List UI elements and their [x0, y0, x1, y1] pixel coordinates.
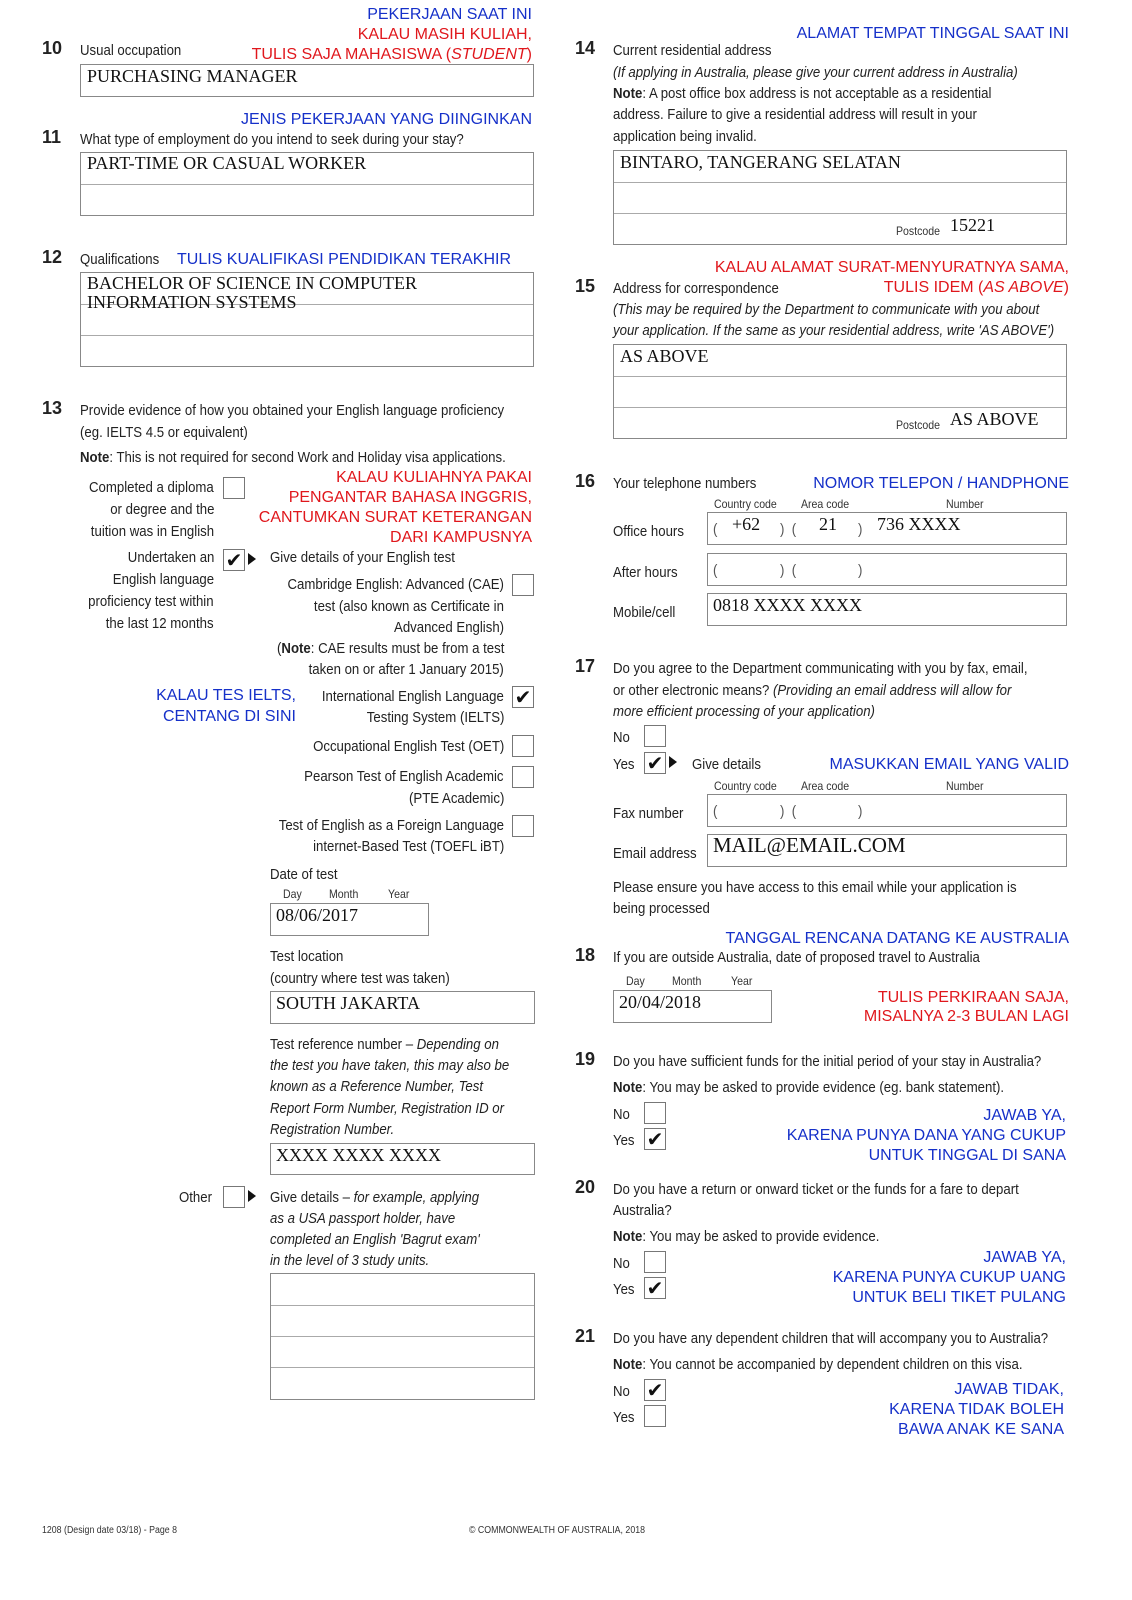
q15-italic-2: your application. If the same as your residential address, write 'AS ABOVE'): [613, 322, 1055, 339]
q13-other-input[interactable]: [270, 1273, 535, 1400]
q14-note-2: address. Failure to give a residential address will result in your: [613, 106, 977, 123]
q15-divider-2: [614, 407, 1066, 408]
q17-label-1: Do you agree to the Department communicating with you by fax, email,: [613, 660, 1028, 677]
q12-number: 12: [42, 247, 63, 267]
q14-divider-2: [614, 213, 1066, 214]
q20-number: 20: [575, 1177, 596, 1197]
q13-ielts-blue-2: CENTANG DI SINI: [162, 708, 296, 725]
q13-date-day-label: Day: [283, 887, 302, 901]
q17-yes-checkbox[interactable]: ✔: [644, 752, 666, 774]
q17-note-blue: MASUKKAN EMAIL YANG VALID: [829, 756, 1069, 773]
q18-red-1: TULIS PERKIRAAN SAJA,: [877, 989, 1069, 1006]
q18-label: If you are outside Australia, date of proposed travel to Australia: [613, 949, 980, 966]
q11-label: What type of employment do you intend to seek during your stay?: [80, 131, 464, 148]
arrow-right-icon: [248, 1190, 256, 1202]
q13-cae-label-3: Advanced English): [393, 619, 504, 636]
q13-undertaken-label-1: Undertaken an: [127, 549, 214, 566]
q13-ref-input[interactable]: [270, 1143, 535, 1175]
q17-email-input[interactable]: [707, 834, 1067, 867]
q13-other-divider-2: [271, 1336, 534, 1337]
q16-office-paren: ) (: [780, 521, 797, 538]
q16-mobile-input[interactable]: [707, 593, 1067, 626]
q13-ref-line-4: Registration Number.: [270, 1121, 395, 1138]
q17-number: 17: [575, 656, 596, 676]
q10-note-red-2: TULIS SAJA MAHASISWA (STUDENT): [251, 46, 532, 63]
q12-value-line-2: INFORMATION SYSTEMS: [87, 292, 297, 312]
footer-center: © COMMONWEALTH OF AUSTRALIA, 2018: [469, 1525, 645, 1536]
q19-label: Do you have sufficient funds for the initial period of your stay in Australia?: [613, 1053, 1042, 1070]
q17-fax-paren: ) (: [780, 803, 797, 820]
q13-date-value: 08/06/2017: [276, 905, 359, 925]
q18-note-blue: TANGGAL RENCANA DATANG KE AUSTRALIA: [725, 930, 1069, 947]
q12-row-divider-2: [81, 335, 533, 336]
q15-value: AS ABOVE: [620, 346, 709, 366]
q18-date-value: 20/04/2018: [619, 992, 702, 1012]
q16-col-number: Number: [946, 497, 984, 511]
q13-cae-note-2: taken on or after 1 January 2015): [308, 661, 504, 678]
q14-note-3: application being invalid.: [613, 128, 757, 145]
q13-oet-label: Occupational English Test (OET): [312, 738, 504, 755]
q13-diploma-checkbox[interactable]: [223, 477, 245, 499]
q17-no-checkbox[interactable]: [644, 725, 666, 747]
q17-col-number: Number: [946, 779, 984, 793]
q19-no-checkbox[interactable]: [644, 1102, 666, 1124]
q13-ref-value: XXXX XXXX XXXX: [276, 1145, 441, 1165]
q16-office-label: Office hours: [613, 523, 684, 540]
q10-note-blue: PEKERJAAN SAAT INI: [367, 6, 532, 23]
q14-divider-1: [614, 182, 1066, 183]
q17-label-2: or other electronic means? (Providing an email address will allow for: [613, 682, 1012, 699]
q14-postcode-value: 15221: [950, 215, 995, 235]
q13-location-label-2: (country where test was taken): [270, 970, 450, 987]
q15-label: Address for correspondence: [613, 280, 779, 297]
q17-email-value: MAIL@EMAIL.COM: [713, 833, 906, 857]
q16-label: Your telephone numbers: [613, 475, 757, 492]
q15-input[interactable]: [613, 344, 1067, 439]
q17-yes-label: Yes: [613, 756, 635, 773]
q13-red-1: KALAU KULIAHNYA PAKAI: [336, 469, 532, 486]
q17-fax-paren: ): [858, 803, 863, 820]
q12-note-blue: TULIS KUALIFIKASI PENDIDIKAN TERAKHIR: [177, 251, 512, 268]
q13-location-value: SOUTH JAKARTA: [276, 993, 420, 1013]
q21-number: 21: [575, 1326, 596, 1346]
q16-col-area: Area code: [801, 497, 850, 511]
q16-office-input[interactable]: [707, 512, 1067, 545]
q12-value-line-1: BACHELOR OF SCIENCE IN COMPUTER: [87, 273, 418, 293]
q16-col-country: Country code: [714, 497, 777, 511]
q13-other-details-1: Give details – for example, applying: [270, 1189, 480, 1206]
q17-ensure-2: being processed: [613, 900, 710, 917]
q18-date-input[interactable]: [613, 990, 772, 1023]
arrow-right-icon: [248, 553, 256, 565]
q13-date-input[interactable]: [270, 903, 429, 936]
q11-input[interactable]: [80, 152, 534, 216]
q19-note: Note: You may be asked to provide evidence (eg. bank statement).: [613, 1079, 1005, 1096]
q18-year-label: Year: [731, 974, 753, 988]
q13-ielts-blue-1: KALAU TES IELTS,: [156, 687, 296, 704]
q19-yes-label: Yes: [613, 1132, 635, 1149]
q13-date-year-label: Year: [388, 887, 410, 901]
q13-cae-note-1: (Note: CAE results must be from a test: [276, 640, 504, 657]
q21-yes-checkbox[interactable]: [644, 1405, 666, 1427]
q20-label-1: Do you have a return or onward ticket or the funds for a fare to depart: [613, 1181, 1019, 1198]
q20-yes-label: Yes: [613, 1281, 635, 1298]
q13-cae-label-1: Cambridge English: Advanced (CAE): [287, 576, 504, 593]
q13-note: Note: This is not required for second Work and Holiday visa applications.: [80, 449, 506, 466]
q13-ielts-label-1: International English Language: [321, 688, 504, 705]
q13-undertaken-label-4: the last 12 months: [106, 615, 214, 632]
q17-email-label: Email address: [613, 845, 697, 862]
q13-undertaken-checkbox[interactable]: ✔: [223, 549, 245, 571]
q13-toefl-label-2: internet-Based Test (TOEFL iBT): [312, 838, 504, 855]
q16-after-input[interactable]: [707, 553, 1067, 586]
q21-blue-2: KARENA TIDAK BOLEH: [889, 1401, 1064, 1418]
q10-number: 10: [42, 38, 63, 58]
q11-number: 11: [42, 127, 62, 147]
q13-undertaken-label-3: proficiency test within: [88, 593, 214, 610]
q20-blue-2: KARENA PUNYA CUKUP UANG: [832, 1269, 1066, 1286]
q13-other-divider-3: [271, 1367, 534, 1368]
q13-ielts-label-2: Testing System (IELTS): [366, 709, 504, 726]
q18-month-label: Month: [672, 974, 702, 988]
q13-oet-checkbox[interactable]: [512, 735, 534, 757]
q13-diploma-label-1: Completed a diploma: [89, 479, 214, 496]
q13-cae-label-2: test (also known as Certificate in: [313, 598, 504, 615]
q16-office-number: 736 XXXX: [877, 514, 961, 534]
q15-red-2: TULIS IDEM (AS ABOVE): [883, 279, 1069, 296]
q13-toefl-checkbox[interactable]: [512, 815, 534, 837]
q13-pte-label-2: (PTE Academic): [408, 790, 504, 807]
q20-yes-checkbox[interactable]: ✔: [644, 1277, 666, 1299]
q20-blue-1: JAWAB YA,: [983, 1249, 1066, 1266]
q14-label: Current residential address: [613, 42, 772, 59]
q12-label: Qualifications: [80, 251, 160, 268]
q20-label-2: Australia?: [613, 1202, 672, 1219]
q13-pte-checkbox[interactable]: [512, 766, 534, 788]
q21-no-checkbox[interactable]: ✔: [644, 1379, 666, 1401]
q14-note-1: Note: A post office box address is not acceptable as a residential: [613, 85, 992, 102]
q17-fax-paren: (: [713, 803, 718, 820]
q16-mobile-label: Mobile/cell: [613, 604, 676, 621]
q13-undertaken-label-2: English language: [112, 571, 214, 588]
q20-note: Note: You may be asked to provide evidence.: [613, 1228, 880, 1245]
q21-note: Note: You cannot be accompanied by dependent children on this visa.: [613, 1356, 1023, 1373]
q19-yes-checkbox[interactable]: ✔: [644, 1128, 666, 1150]
q13-date-month-label: Month: [329, 887, 359, 901]
q13-toefl-label-1: Test of English as a Foreign Language: [278, 817, 504, 834]
q11-row-divider: [81, 184, 533, 185]
q21-label: Do you have any dependent children that will accompany you to Australia?: [613, 1330, 1049, 1347]
q11-value: PART-TIME OR CASUAL WORKER: [87, 153, 367, 173]
q14-number: 14: [575, 38, 596, 58]
q15-number: 15: [575, 276, 596, 296]
q16-number: 16: [575, 471, 596, 491]
q13-ref-line-3: Report Form Number, Registration ID or: [270, 1100, 505, 1117]
q14-value: BINTARO, TANGERANG SELATAN: [620, 152, 901, 172]
q14-input[interactable]: [613, 150, 1067, 245]
q16-office-area: 21: [819, 514, 837, 534]
q13-other-details-3: completed an English 'Bagrut exam': [270, 1231, 480, 1248]
q19-blue-1: JAWAB YA,: [983, 1107, 1066, 1124]
q15-divider-1: [614, 376, 1066, 377]
q13-red-4: DARI KAMPUSNYA: [390, 529, 532, 546]
q16-after-paren: (: [713, 562, 718, 579]
q17-ensure-1: Please ensure you have access to this email while your application is: [613, 879, 1017, 896]
q13-other-label: Other: [179, 1189, 213, 1206]
footer-left: 1208 (Design date 03/18) - Page 8: [42, 1525, 178, 1536]
q10-value: PURCHASING MANAGER: [87, 66, 298, 86]
q17-label-3: more efficient processing of your application): [613, 703, 875, 720]
q17-col-country: Country code: [714, 779, 777, 793]
q17-give-details: Give details: [692, 756, 761, 773]
q10-input[interactable]: [80, 64, 534, 97]
q13-other-divider-1: [271, 1305, 534, 1306]
q18-day-label: Day: [626, 974, 645, 988]
q16-after-paren: ) (: [780, 562, 797, 579]
q13-location-label-1: Test location: [270, 948, 344, 965]
q16-office-country: +62: [732, 514, 761, 534]
q13-pte-label-1: Pearson Test of English Academic: [304, 768, 504, 785]
q13-other-details-4: in the level of 3 study units.: [270, 1252, 430, 1269]
q10-note-red-1: KALAU MASIH KULIAH,: [357, 26, 532, 43]
q17-no-label: No: [613, 729, 630, 746]
q13-ref-line-1: the test you have taken, this may also be: [270, 1057, 510, 1074]
q19-blue-3: UNTUK TINGGAL DI SANA: [868, 1147, 1066, 1164]
q13-ref-label: Test reference number – Depending on: [270, 1036, 499, 1053]
q13-ielts-checkbox[interactable]: ✔: [512, 686, 534, 708]
q16-mobile-value: 0818 XXXX XXXX: [713, 595, 862, 615]
q20-no-checkbox[interactable]: [644, 1251, 666, 1273]
q13-diploma-label-3: tuition was in English: [90, 523, 214, 540]
q19-blue-2: KARENA PUNYA DANA YANG CUKUP: [786, 1127, 1066, 1144]
q19-no-label: No: [613, 1106, 630, 1123]
q12-input[interactable]: [80, 272, 534, 367]
q16-after-label: After hours: [613, 564, 678, 581]
q13-label-2: (eg. IELTS 4.5 or equivalent): [80, 424, 248, 441]
q13-diploma-label-2: or degree and the: [109, 501, 214, 518]
q14-note-blue: ALAMAT TEMPAT TINGGAL SAAT INI: [796, 25, 1069, 42]
q11-note-blue: JENIS PEKERJAAN YANG DIINGINKAN: [240, 111, 532, 128]
q13-ref-line-2: known as a Reference Number, Test: [270, 1078, 484, 1095]
q13-red-3: CANTUMKAN SURAT KETERANGAN: [258, 509, 532, 526]
q16-office-paren: (: [713, 521, 718, 538]
q13-cae-checkbox[interactable]: [512, 574, 534, 596]
q21-no-label: No: [613, 1383, 630, 1400]
q14-italic: (If applying in Australia, please give your current address in Australia): [613, 64, 1018, 81]
q13-red-2: PENGANTAR BAHASA INGGRIS,: [288, 489, 532, 506]
q17-col-area: Area code: [801, 779, 850, 793]
q18-number: 18: [575, 945, 596, 965]
q13-other-checkbox[interactable]: [223, 1186, 245, 1208]
q16-note-blue: NOMOR TELEPON / HANDPHONE: [813, 475, 1069, 492]
q15-italic-1: (This may be required by the Department to communicate with you about: [613, 301, 1040, 318]
q18-red-2: MISALNYA 2-3 BULAN LAGI: [863, 1008, 1069, 1025]
arrow-right-icon: [669, 756, 677, 768]
q14-postcode-label: Postcode: [896, 224, 941, 238]
q21-blue-1: JAWAB TIDAK,: [954, 1381, 1064, 1398]
q13-other-details-2: as a USA passport holder, have: [270, 1210, 456, 1227]
q15-postcode-value: AS ABOVE: [950, 409, 1039, 429]
q13-date-label: Date of test: [270, 866, 338, 883]
q21-yes-label: Yes: [613, 1409, 635, 1426]
q16-office-paren: ): [858, 521, 863, 538]
q13-give-details: Give details of your English test: [270, 549, 455, 566]
q21-blue-3: BAWA ANAK KE SANA: [898, 1421, 1064, 1438]
q16-after-paren: ): [858, 562, 863, 579]
q20-blue-3: UNTUK BELI TIKET PULANG: [852, 1289, 1066, 1306]
q19-number: 19: [575, 1049, 596, 1069]
q13-label-1: Provide evidence of how you obtained your English language proficiency: [80, 402, 505, 419]
q15-postcode-label: Postcode: [896, 418, 941, 432]
q15-red-1: KALAU ALAMAT SURAT-MENYURATNYA SAMA,: [714, 259, 1069, 276]
q13-number: 13: [42, 398, 63, 418]
q20-no-label: No: [613, 1255, 630, 1272]
q13-location-input[interactable]: [270, 991, 535, 1024]
q10-label: Usual occupation: [80, 42, 182, 59]
q17-fax-input[interactable]: [707, 794, 1067, 827]
q17-fax-label: Fax number: [613, 805, 684, 822]
